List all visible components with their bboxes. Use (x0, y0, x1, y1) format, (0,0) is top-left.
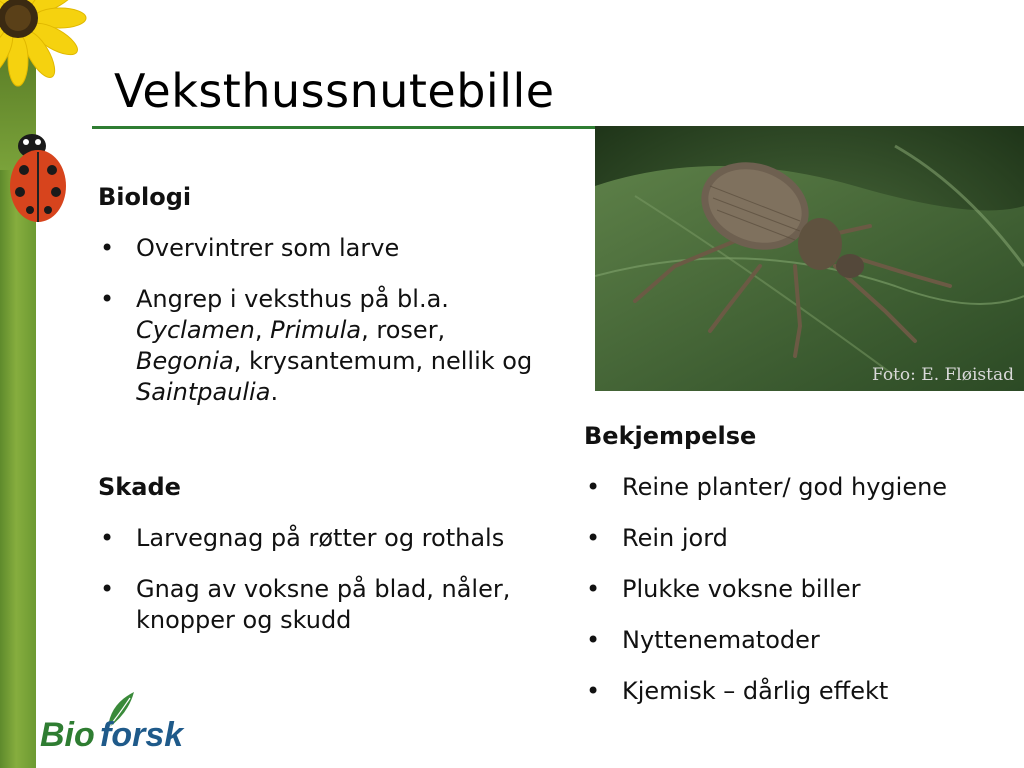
weevil-image (595, 126, 1024, 391)
svg-text:Bio: Bio (40, 716, 95, 754)
biologi-heading: Biologi (98, 183, 192, 211)
bekjempelse-section (584, 421, 1004, 707)
sunflower-icon (0, 0, 100, 100)
bekjempelse-heading: Bekjempelse (584, 422, 757, 450)
ladybug-icon (2, 118, 72, 228)
skade-heading: Skade (98, 473, 181, 501)
bekjempelse-item: • Kjemisk – dårlig effekt (584, 676, 1004, 707)
skade-section (98, 472, 558, 636)
biologi-item: • Angrep i veksthus på bl.a. Cyclamen, Primula, roser, Begonia, krysantemum, nellik og Saintpaulia. (98, 284, 558, 408)
biologi-item: • Overvintrer som larve (98, 233, 558, 264)
title-divider (92, 126, 597, 129)
bioforsk-logo (38, 686, 188, 756)
skade-item: • Larvegnag på røtter og rothals (98, 523, 558, 554)
bekjempelse-item: • Rein jord (584, 523, 1004, 554)
weevil-photo (595, 126, 1024, 391)
bekjempelse-item: • Reine planter/ god hygiene (584, 472, 1004, 503)
bekjempelse-item: • Nyttenematoder (584, 625, 1004, 656)
biologi-section (98, 182, 558, 408)
bekjempelse-item: • Plukke voksne biller (584, 574, 1004, 605)
page-title: Veksthussnutebille (114, 64, 555, 118)
svg-text:forsk: forsk (100, 716, 184, 754)
skade-item: • Gnag av voksne på blad, nåler, knopper og skudd (98, 574, 558, 636)
photo-credit: Foto: E. Fløistad (872, 365, 1014, 385)
